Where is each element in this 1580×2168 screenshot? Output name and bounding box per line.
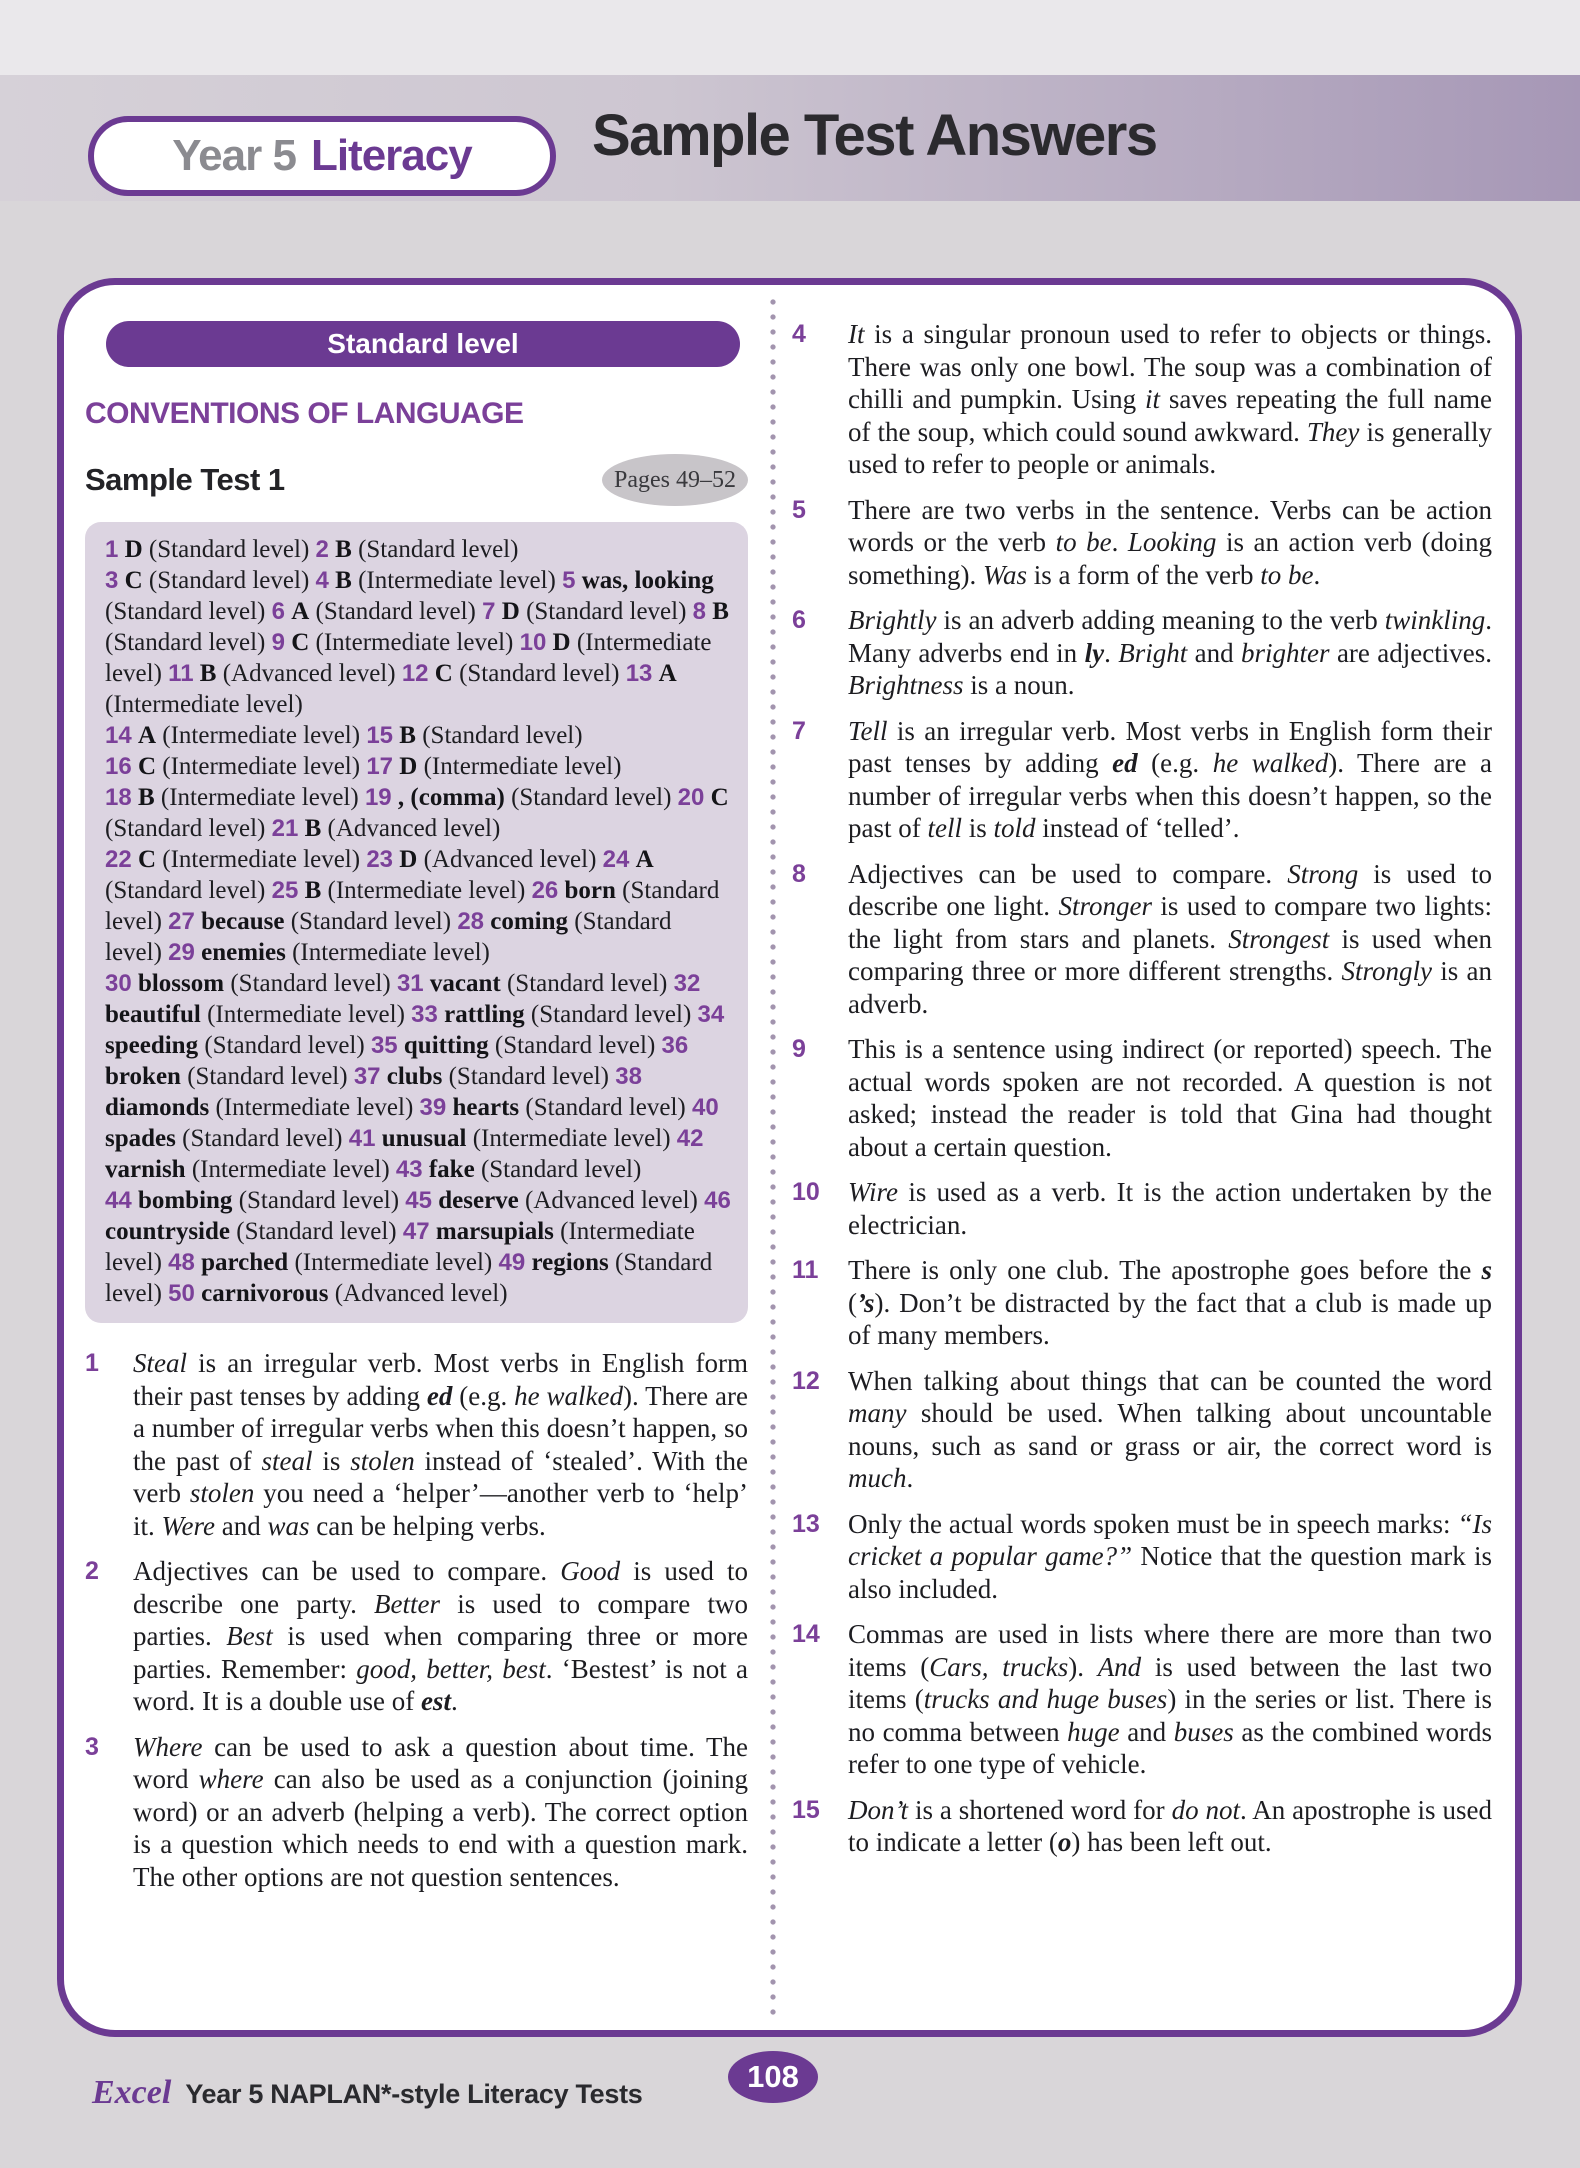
- question-number: 26: [531, 877, 559, 904]
- level-label: (Intermediate level): [160, 784, 359, 811]
- question-number: 22: [105, 846, 132, 873]
- level-banner: Standard level: [106, 321, 740, 367]
- explanation-number: 13: [792, 1509, 820, 1538]
- top-strip: [0, 0, 1580, 75]
- level-label: (Intermediate level): [105, 691, 303, 718]
- question-number: 29: [168, 939, 195, 966]
- answer-value: B: [399, 722, 416, 749]
- explanations-right: [792, 318, 1492, 1859]
- question-number: 23: [366, 846, 394, 873]
- explanation-text: Commas are used in lists where there are more than two items (Cars, trucks). And is used between the last two items (trucks and huge buses) in the series or list. There is no comma between huge and buses as the combined words refer to one type of vehicle.: [848, 1619, 1492, 1779]
- level-label: (Intermediate level): [315, 629, 514, 656]
- explanation-number: 5: [792, 495, 806, 524]
- explanation-item: [792, 1618, 1492, 1781]
- answer-value: quitting: [403, 1032, 489, 1059]
- answer-value: enemies: [201, 939, 286, 966]
- explanation-number: 1: [85, 1349, 99, 1377]
- answer-value: varnish: [105, 1156, 186, 1183]
- explanation-number: 7: [792, 716, 806, 745]
- level-label: (Intermediate level): [162, 846, 361, 873]
- answer-value: clubs: [386, 1063, 443, 1090]
- explanation-text: This is a sentence using indirect (or reported) speech. The actual words spoken are not recorded. A question is not asked; instead the reader is told that Gina had thought about a certain question.: [848, 1034, 1492, 1162]
- explanation-text: Steal is an irregular verb. Most verbs in English form their past tenses by adding ed (e.g. he walked). There are a number of irregular verbs when this doesn’t happen, so the past of steal is stolen instead of ‘stealed’. With the verb stolen you need a ‘helper’—another verb to ‘help’ it. Were and was can be helping verbs.: [133, 1348, 748, 1541]
- level-label: (Intermediate level): [105, 629, 712, 687]
- question-number: 14: [105, 722, 132, 749]
- question-number: 39: [419, 1094, 447, 1121]
- answer-value: C: [124, 567, 143, 594]
- answer-value: C: [710, 784, 729, 811]
- answer-value: because: [201, 908, 285, 935]
- level-label: (Standard level): [105, 598, 266, 625]
- explanation-number: 12: [792, 1366, 820, 1395]
- level-label: (Standard level): [105, 908, 672, 966]
- explanation-text: Don’t is a shortened word for do not. An apostrophe is used to indicate a letter (o) has been left out.: [848, 1794, 1492, 1857]
- question-number: 49: [498, 1249, 526, 1276]
- answer-value: C: [137, 846, 157, 873]
- level-label: (Standard level): [187, 1063, 348, 1090]
- answer-value: blossom: [137, 970, 225, 997]
- answer-value: C: [434, 660, 453, 687]
- question-number: 25: [271, 877, 299, 904]
- page-number-badge: 108: [728, 2051, 818, 2103]
- explanation-number: 3: [85, 1732, 99, 1761]
- answer-value: spades: [105, 1125, 176, 1152]
- level-label: (Standard level): [459, 660, 620, 687]
- explanation-text: There are two verbs in the sentence. Verbs can be action words or the verb to be. Looking is an action verb (doing something). Was is a form of the verb to be.: [848, 494, 1492, 590]
- explanation-text: Adjectives can be used to compare. Good is used to describe one party. Better is used to compare two parties. Best is used when comparing three or more parties. Remember: good, better, best. ‘Bestest’ is not a word. It is a double use of est.: [133, 1556, 748, 1716]
- answer-value: D: [124, 536, 143, 563]
- explanation-number: 14: [792, 1620, 820, 1648]
- answer-value: B: [712, 598, 729, 625]
- question-number: 42: [676, 1125, 704, 1152]
- explanation-item: [85, 1731, 748, 1894]
- explanation-item: [792, 1254, 1492, 1352]
- level-label: (Standard level): [525, 1094, 686, 1121]
- level-label: (Standard level): [494, 1032, 656, 1059]
- explanation-text: It is a singular pronoun used to refer to objects or things. There was only one bowl. The soup was a combination of chilli and pumpkin. Using it saves repeating the full name of the soup, which could sound awkward. They is generally used to refer to people or animals.: [848, 319, 1492, 479]
- level-label: (Standard level): [105, 1249, 713, 1307]
- question-number: 18: [105, 784, 132, 811]
- question-number: 30: [105, 970, 132, 997]
- question-number: 11: [168, 660, 194, 687]
- explanation-text: Adjectives can be used to compare. Strong is used to describe one light. Stronger is used to compare two lights: the light from stars and planets. Strongest is used when comparing three or more different strengths. Strongly is an adverb.: [848, 858, 1493, 1019]
- explanation-item: [792, 1794, 1492, 1859]
- page-title: Sample Test Answers: [592, 103, 1157, 168]
- explanation-text: Where can be used to ask a question about time. The word where can also be used as a conjunction (joining word) or an adverb (helping a verb). The correct option is a question which needs to end with a question mark. The other options are not question sentences.: [133, 1731, 748, 1892]
- level-label: (Standard level): [236, 1218, 397, 1245]
- explanation-number: 6: [792, 606, 806, 634]
- question-number: 16: [105, 753, 132, 780]
- explanation-number: 4: [792, 320, 806, 348]
- explanation-item: [792, 1365, 1492, 1495]
- explanation-item: [792, 715, 1492, 845]
- level-label: (Standard level): [526, 598, 687, 625]
- answer-value: D: [399, 753, 418, 780]
- level-label: (Standard level): [182, 1125, 343, 1152]
- question-number: 41: [348, 1125, 376, 1152]
- question-number: 34: [697, 1001, 725, 1028]
- left-column: [85, 321, 748, 1906]
- explanation-number: 2: [85, 1557, 99, 1585]
- question-number: 9: [271, 629, 285, 656]
- answer-key: [85, 522, 748, 1323]
- question-number: 43: [395, 1156, 423, 1183]
- question-number: 24: [602, 846, 630, 873]
- explanation-text: Tell is an irregular verb. Most verbs in English form their past tenses by adding ed (e.g. he walked). There are a number of irregular verbs when this doesn’t happen, so the past of tell is told instead of ‘telled’.: [848, 715, 1492, 843]
- level-label: (Intermediate level): [162, 722, 361, 749]
- test-title-row: [85, 454, 748, 506]
- test-title: Sample Test 1: [85, 462, 285, 497]
- answer-value: B: [335, 567, 352, 594]
- level-label: (Intermediate level): [423, 753, 622, 780]
- level-label: (Standard level): [511, 784, 672, 811]
- pages-badge: Pages 49–52: [602, 454, 748, 506]
- question-number: 7: [482, 598, 496, 625]
- explanation-text: Wire is used as a verb. It is the action undertaken by the electrician.: [848, 1177, 1492, 1240]
- level-label: (Intermediate level): [215, 1094, 414, 1121]
- level-label: (Standard level): [506, 970, 668, 997]
- question-number: 1: [105, 536, 119, 563]
- question-number: 31: [396, 970, 424, 997]
- explanation-item: [792, 1033, 1492, 1163]
- right-column: [792, 318, 1492, 1872]
- level-label: (Intermediate level): [207, 1001, 405, 1028]
- answer-value: D: [501, 598, 520, 625]
- level-label: (Standard level): [290, 908, 452, 935]
- answer-value: D: [399, 846, 418, 873]
- explanation-item: [792, 1508, 1492, 1606]
- question-number: 17: [366, 753, 394, 780]
- question-number: 37: [353, 1063, 381, 1090]
- level-label: (Standard level): [148, 536, 310, 563]
- answer-value: was, looking: [581, 567, 714, 594]
- level-label: (Standard level): [448, 1063, 609, 1090]
- question-number: 48: [168, 1249, 195, 1276]
- question-number: 36: [661, 1032, 689, 1059]
- level-label: (Intermediate level): [327, 877, 526, 904]
- question-number: 19: [364, 784, 392, 811]
- answer-value: countryside: [105, 1218, 230, 1245]
- level-label: (Standard level): [204, 1032, 365, 1059]
- question-number: 45: [405, 1187, 432, 1214]
- explanation-number: 10: [792, 1178, 820, 1206]
- question-number: 35: [370, 1032, 398, 1059]
- level-label: (Standard level): [230, 970, 391, 997]
- answer-value: fake: [428, 1156, 475, 1183]
- answer-value: carnivorous: [201, 1280, 329, 1307]
- footer-title: Year 5 NAPLAN*-style Literacy Tests: [185, 2079, 643, 2109]
- answer-value: beautiful: [105, 1001, 201, 1028]
- answer-value: C: [137, 753, 157, 780]
- level-label: (Intermediate level): [358, 567, 556, 594]
- level-label: (Standard level): [105, 815, 266, 842]
- level-label: (Standard level): [105, 629, 266, 656]
- answer-value: parched: [201, 1249, 289, 1276]
- level-label: (Advanced level): [423, 846, 597, 873]
- explanation-item: [792, 1176, 1492, 1241]
- answer-value: A: [137, 722, 157, 749]
- question-number: 12: [401, 660, 429, 687]
- level-label: (Intermediate level): [292, 939, 490, 966]
- question-number: 47: [402, 1218, 430, 1245]
- answer-value: born: [564, 877, 616, 904]
- level-label: (Intermediate level): [105, 1218, 695, 1276]
- level-label: (Standard level): [105, 877, 720, 935]
- explanation-item: [792, 494, 1492, 592]
- level-label: (Advanced level): [334, 1280, 508, 1307]
- answer-value: C: [291, 629, 310, 656]
- answer-value: coming: [490, 908, 569, 935]
- answer-value: B: [335, 536, 352, 563]
- answer-value: D: [552, 629, 571, 656]
- explanation-number: 8: [792, 859, 806, 888]
- question-number: 5: [562, 567, 576, 594]
- answer-value: deserve: [438, 1187, 519, 1214]
- answer-value: hearts: [452, 1094, 520, 1121]
- badge-subject-label: Literacy: [310, 131, 472, 180]
- answer-value: diamonds: [105, 1094, 210, 1121]
- question-number: 6: [271, 598, 285, 625]
- answer-value: vacant: [429, 970, 501, 997]
- explanations-left: [85, 1347, 748, 1893]
- year-literacy-badge: [88, 116, 556, 196]
- question-number: 50: [168, 1280, 195, 1307]
- explanation-text: There is only one club. The apostrophe goes before the s (’s). Don’t be distracted by the fact that a club is made up of many members.: [848, 1255, 1492, 1350]
- level-label: (Standard level): [238, 1187, 400, 1214]
- answer-value: B: [304, 877, 322, 904]
- answer-value: B: [137, 784, 155, 811]
- explanation-item: [792, 318, 1492, 481]
- question-number: 4: [315, 567, 329, 594]
- explanation-text: When talking about things that can be counted the word many should be used. When talking about uncountable nouns, such as sand or grass or air, the correct word is much.: [848, 1365, 1492, 1493]
- level-label: (Standard level): [480, 1156, 642, 1183]
- question-number: 40: [692, 1094, 719, 1121]
- answer-value: bombing: [137, 1187, 233, 1214]
- answer-value: , (comma): [397, 784, 505, 811]
- answer-value: A: [291, 598, 310, 625]
- question-number: 2: [315, 536, 329, 563]
- question-number: 33: [411, 1001, 438, 1028]
- explanation-item: [85, 1555, 748, 1718]
- question-number: 20: [677, 784, 705, 811]
- answer-value: A: [635, 846, 654, 873]
- question-number: 13: [625, 660, 653, 687]
- answer-value: speeding: [105, 1032, 199, 1059]
- answer-value: B: [199, 660, 217, 687]
- question-number: 27: [168, 908, 195, 935]
- question-number: 3: [105, 567, 119, 594]
- question-number: 15: [366, 722, 394, 749]
- level-label: (Standard level): [105, 877, 266, 904]
- question-number: 21: [271, 815, 299, 842]
- question-number: 32: [673, 970, 701, 997]
- explanation-item: [85, 1347, 748, 1542]
- level-label: (Intermediate level): [191, 1156, 390, 1183]
- explanation-text: Only the actual words spoken must be in speech marks: “Is cricket a popular game?” Notice that the question mark is also included.: [848, 1508, 1493, 1604]
- answer-value: A: [658, 660, 677, 687]
- explanation-number: 15: [792, 1795, 820, 1824]
- column-divider: [770, 295, 776, 2020]
- question-number: 28: [457, 908, 485, 935]
- question-number: 10: [519, 629, 547, 656]
- excel-logo: Excel: [92, 2074, 172, 2111]
- section-heading: CONVENTIONS OF LANGUAGE: [85, 397, 524, 430]
- answer-value: regions: [531, 1249, 609, 1276]
- level-label: (Intermediate level): [472, 1125, 671, 1152]
- level-label: (Standard level): [148, 567, 310, 594]
- level-label: (Standard level): [315, 598, 476, 625]
- question-number: 38: [615, 1063, 642, 1090]
- question-number: 8: [692, 598, 707, 625]
- explanation-text: Brightly is an adverb adding meaning to the verb twinkling. Many adverbs end in ly. Bright and brighter are adjectives. Brightness is a noun.: [848, 605, 1493, 700]
- question-number: 46: [704, 1187, 731, 1214]
- level-label: (Intermediate level): [162, 753, 361, 780]
- footer: [92, 2074, 643, 2112]
- answer-value: unusual: [381, 1125, 467, 1152]
- content-box: [57, 278, 1522, 2037]
- level-label: (Intermediate level): [294, 1249, 493, 1276]
- answer-value: broken: [105, 1063, 181, 1090]
- level-label: (Advanced level): [327, 815, 501, 842]
- level-label: (Standard level): [422, 722, 583, 749]
- explanation-number: 11: [792, 1256, 819, 1284]
- level-label: (Standard level): [358, 536, 519, 563]
- badge-year-label: Year 5: [172, 131, 296, 180]
- explanation-number: 9: [792, 1035, 806, 1063]
- answer-value: marsupials: [435, 1218, 554, 1245]
- level-label: (Advanced level): [222, 660, 396, 687]
- answer-value: rattling: [444, 1001, 525, 1028]
- explanation-item: [792, 858, 1492, 1021]
- level-label: (Advanced level): [525, 1187, 698, 1214]
- explanation-item: [792, 604, 1492, 702]
- level-label: (Standard level): [530, 1001, 692, 1028]
- answer-value: B: [304, 815, 322, 842]
- question-number: 44: [105, 1187, 132, 1214]
